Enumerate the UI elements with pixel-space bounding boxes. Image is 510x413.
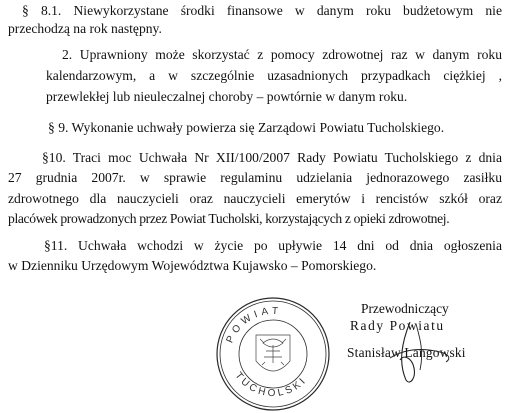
paragraph-10-line-4: placówek prowadzonych przez Powiat Tucholski, korzystających z opieki zdrowotnej.: [8, 211, 450, 226]
powiat-seal-stamp: [214, 295, 332, 413]
signature-role-line-1: Przewodniczący: [361, 301, 449, 316]
signature-role-line-2: Rady Powiatu: [350, 318, 445, 333]
seal-text-bottom: TUCHOLSKI: [232, 370, 310, 400]
handwritten-signature: [380, 318, 460, 388]
paragraph-9: § 9. Wykonanie uchwały powierza się Zarządowi Powiatu Tucholskiego.: [48, 120, 445, 135]
paragraph-10-line-2: 27 grudnia 2007r. w sprawie regulaminu udzielania jednorazowego zasiłku: [8, 170, 502, 185]
paragraph-8-2-line-3: przewlekłej lub nieuleczalnej choroby – powtórnie w danym roku.: [46, 89, 408, 104]
paragraph-10-line-1: §10. Traci moc Uchwała Nr XII/100/2007 Rady Powiatu Tucholskiego z dnia: [42, 150, 502, 165]
signature-name: Stanisław Langowski: [347, 345, 466, 360]
paragraph-8-2-line-1: 2. Uprawniony może skorzystać z pomocy zdrowotnej raz w danym roku: [62, 47, 502, 62]
paragraph-8-1-line-2: przechodzą na rok następny.: [8, 21, 162, 36]
paragraph-8-2-line-2: kalendarzowym, a w szczególnie uzasadnionych przypadkach ciężkiej ,: [46, 68, 502, 83]
paragraph-11-line-2: w Dzienniku Urzędowym Województwa Kujawsko – Pomorskiego.: [8, 258, 377, 273]
paragraph-10-line-3: zdrowotnego dla nauczycieli oraz nauczycieli emerytów i rencistów szkół oraz: [8, 191, 502, 206]
svg-text:TUCHOLSKI: [232, 370, 309, 399]
paragraph-11-line-1: §11. Uchwała wchodzi w życie po upływie 14 dni od dnia ogłoszenia: [44, 238, 502, 253]
paragraph-8-1-line-1: § 8.1. Niewykorzystane środki finansowe w danym roku budżetowym nie: [22, 3, 502, 18]
seal-text-top: POWIAT: [224, 305, 283, 345]
